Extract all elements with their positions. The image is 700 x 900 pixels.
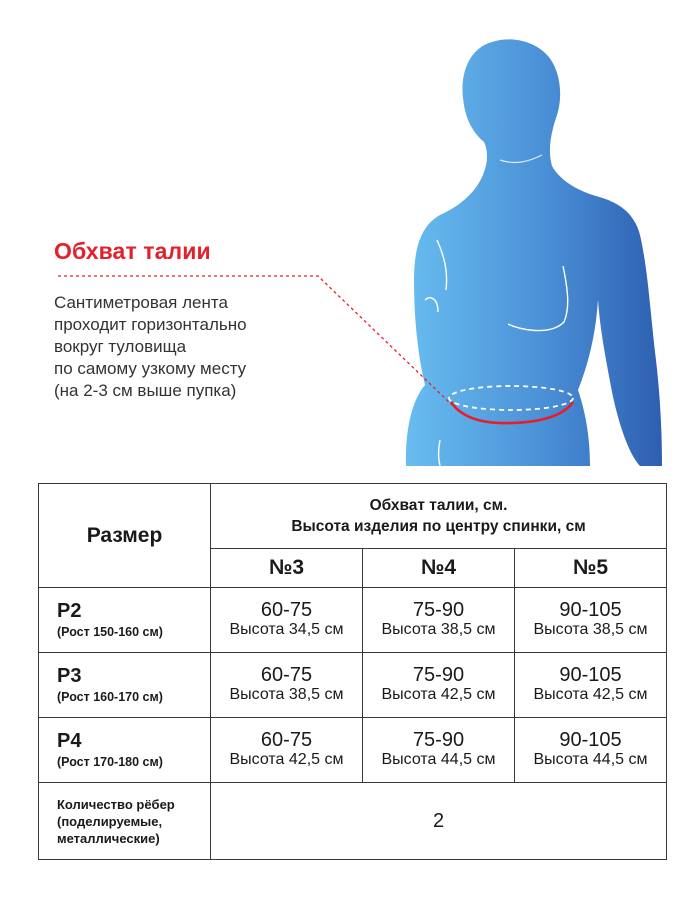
column-header: №3 (211, 549, 363, 588)
table-row (39, 718, 667, 783)
ribs-row (39, 783, 667, 860)
table-cell: 60-75 Высота 34,5 см (211, 588, 363, 653)
table-row (39, 653, 667, 718)
size-cell: P4 (Рост 170-180 см) (39, 718, 211, 783)
size-table (38, 483, 667, 860)
table-row (39, 588, 667, 653)
table-cell: 60-75 Высота 38,5 см (211, 653, 363, 718)
ribs-label: Количество рёбер (поделируемые, металлические) (39, 783, 211, 860)
measurement-title: Обхват талии (54, 238, 211, 264)
size-cell: P2 (Рост 150-160 см) (39, 588, 211, 653)
group-header: Обхват талии, см. Высота изделия по центру спинки, см (211, 484, 667, 549)
measurement-description: Сантиметровая лента проходит горизонтально вокруг туловища по самому узкому месту (на 2-3 см выше пупка) (54, 293, 247, 400)
table-cell: 75-90 Высота 42,5 см (363, 653, 515, 718)
size-header: Размер (39, 484, 211, 588)
ribs-value: 2 (211, 783, 667, 860)
column-header: №4 (363, 549, 515, 588)
column-header: №5 (515, 549, 667, 588)
table-cell: 90-105 Высота 38,5 см (515, 588, 667, 653)
table-cell: 75-90 Высота 38,5 см (363, 588, 515, 653)
table-cell: 90-105 Высота 42,5 см (515, 653, 667, 718)
table-cell: 60-75 Высота 42,5 см (211, 718, 363, 783)
mannequin-body (406, 39, 662, 466)
table-cell: 90-105 Высота 44,5 см (515, 718, 667, 783)
size-cell: P3 (Рост 160-170 см) (39, 653, 211, 718)
table-cell: 75-90 Высота 44,5 см (363, 718, 515, 783)
